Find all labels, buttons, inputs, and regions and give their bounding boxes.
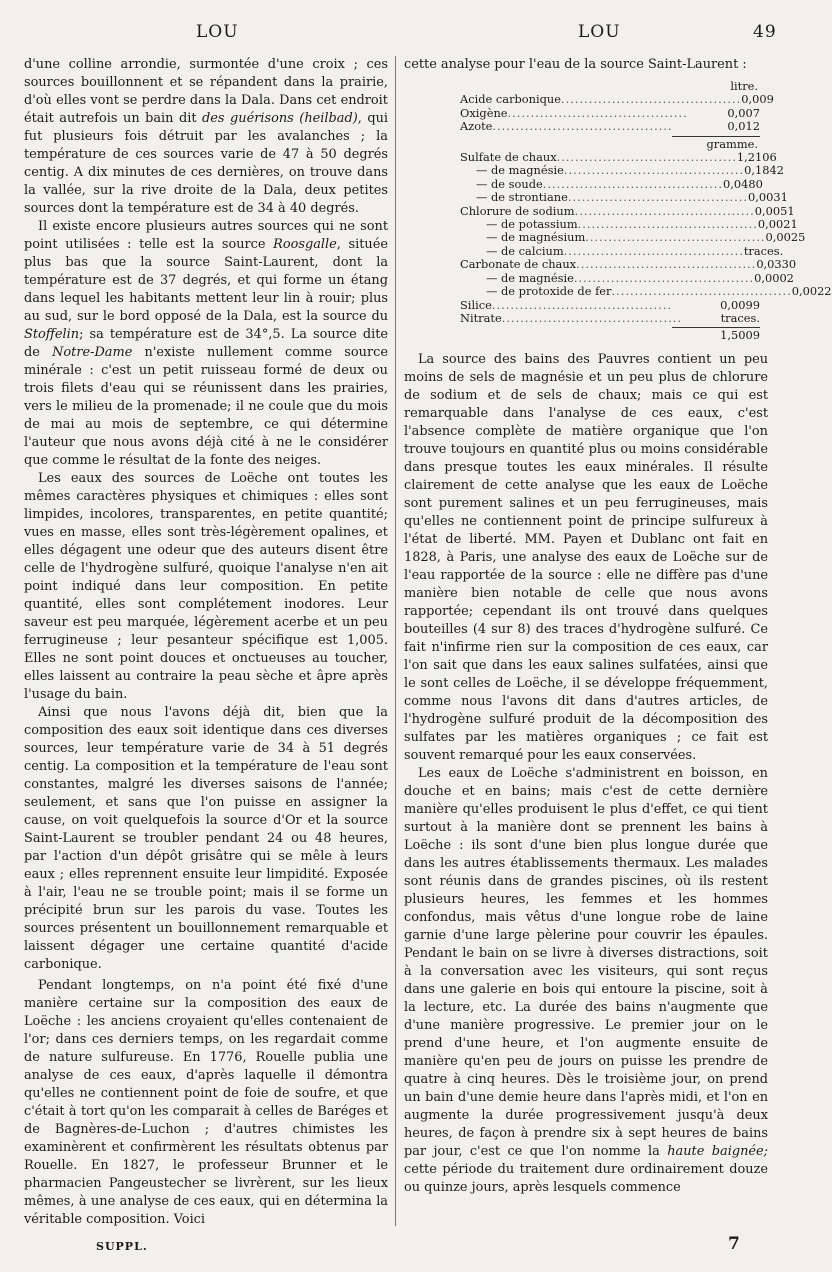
- table-row: [460, 163, 784, 178]
- paragraph: cette analyse pour l'eau de la source Saint-Laurent :: [404, 57, 747, 72]
- table-row-value: 0,0031: [748, 190, 788, 205]
- paragraph: d'une colline arrondie, surmontée d'une croix ; ces sources bouillonnent et se répandent dans la prairie, d'où elles vont se perdre dans la Dala. Dans cet endroit était autrefois un bain dit des guérisons (heilbad), qui fut plusieurs fois détruit par les avalanches ; la température de ces sources varie de 47 à 50 degrés centig. A dix minutes de ces dernières, on trouve dans la vallée, sur la rive droite de la Dala, deux petites sources dont la température est de 34 à 40 degrés.: [24, 57, 389, 216]
- paragraph: Ainsi que nous l'avons déjà dit, bien que la composition des eaux soit identique dans ces diverses sources, leur température varie de 34 à 51 degrés centig. La composition et la température de l'eau sont constantes, malgré les diverses saisons de l'année; seulement, et sans que l'on puisse en assigner la cause, on voit quelquefois la source d'Or et la source Saint-Laurent se troubler pendant 24 ou 48 heures, par l'action d'un dépôt grisâtre qui se mêle à leurs eaux ; elles reprennent ensuite leur limpidité. Exposée à l'air, l'eau ne se trouble point; mais il se forme un précipité brun sur les parois du vase. Toutes les sources présentent un bouillonnement remarquable et laissent dégager une certaine quantité d'acide carbonique.: [24, 705, 388, 972]
- table-row-label: — de magnésie.......................................: [486, 270, 755, 285]
- paragraph: Il existe encore plusieurs autres sources qui ne sont point utilisées : telle est la source Roosgalle, située plus bas que la source Saint-Laurent, dont la température est de 37 degrés, et qui forme un étang dans lequel les habitants mettent leur lin à rouir; plus au sud, sur le bord opposé de la Dala, est la source du Stoffelin; sa température est de 34°,5. La source dite de Notre-Dame n'existe nullement comme source minérale : c'est un petit ruisseau formé de deux ou trois filets d'eau qui se réunissent dans les prairies, vers le milieu de la promenade; il ne coule que du mois de mai au mois de septembre, ce qui détermine l'auteur que nous avons déjà cité à ne le considérer que comme le résultat de la fonte des neiges.: [24, 219, 388, 468]
- table-row: [460, 299, 760, 312]
- table-row-label: Oxigène.......................................: [460, 105, 688, 120]
- table-total-row: [460, 329, 760, 342]
- table-row-value: 0,1842: [744, 163, 784, 178]
- paragraph: La source des bains des Pauvres contient un peu moins de sels de magnésie et un peu plus de chlorure de sodium et de sels de chaux; mais ce qui est remarquable dans l'analyse de ces eaux, c'est l'absence complète de matière organique que l'on trouve toujours en quantité plus ou moins considérable dans presque toutes les eaux minérales. Il résulte clairement de cette analyse que les eaux de Loëche sont purement salines et un peu ferrugineuses, mais qu'elles ne contiennent point de principe sulfureux à l'état de liberté. MM. Payen et Dublanc ont fait en 1828, à Paris, une analyse des eaux de Loëche sur de l'eau rapportée de la source : elle ne diffère pas d'une manière bien notable de celle que nous avons rapportée; cependant ils ont trouvé dans quelques bouteilles (4 sur 8) des traces d'hydrogène sulfuré. Ce fait n'infirme rien sur la composition de ces eaux, car l'on sait que dans les eaux salines sulfatées, ainsi que le sont celles de Loëche, il se développe fréquemment, comme nous l'avons dit dans d'autres articles, de l'hydrogène sulfuré produit de la décomposition des sulfates par les matières organiques ; ce fait est souvent remarqué pour les eaux conservées.: [404, 351, 768, 763]
- table-row: [460, 92, 774, 107]
- table-row-value: 0,0025: [765, 230, 806, 245]
- table-row: [460, 312, 760, 325]
- table-row: [460, 120, 760, 133]
- table-row-label: — de potassium.......................................: [486, 217, 758, 232]
- table-row-value: 0,012: [727, 119, 760, 134]
- table-row-label: — de protoxide de fer.......................................: [486, 284, 792, 299]
- right-column: [404, 56, 832, 1197]
- table-row: [460, 284, 832, 299]
- table-row-value: 0,0021: [757, 217, 798, 232]
- table-row-value: 0,007: [727, 105, 760, 120]
- table-row-value: 0,0330: [756, 257, 797, 272]
- table-row-label: Nitrate.......................................: [460, 310, 682, 325]
- signature-mark: SUPPL.: [96, 1240, 148, 1253]
- paragraph: Les eaux de Loëche s'administrent en boisson, en douche et en bains; mais c'est de cette dernière manière qu'elles produisent le plus d'effet, ce qui tient surtout à la manière dont se prennent les bains à Loëche : ils sont d'une bien plus longue durée que dans les autres établissements thermaux. Les malades sont réunis dans de grandes piscines, où ils restent plusieurs heures, les femmes et les hommes confondus, mais vêtus d'une longue robe de laine garnie d'une large pèlerine pour couvrir les épaules. Pendant le bain on se livre à diverses distractions, soit à la conversation avec les visiteurs, qui sont reçus dans une galerie en bois qui entoure la piscine, soit à la lecture, etc. La durée des bains n'augmente que d'une manière progressive. Le premier jour on le prend d'une heure, et l'on augmente ensuite de manière qu'en peu de jours on puisse les prendre de quatre à cinq heures. Dès le troisième jour, on prend un bain d'une demie heure dans l'après midi, et l'on en augmente la durée progressivement jusqu'à deux heures, de façon à prendre six à sept heures de bains par jour, c'est ce que l'on nomme la haute baignée; cette période du traitement dure ordinairement douze ou quinze jours, après lesquels commence: [404, 765, 768, 1195]
- running-head-center: LOU: [578, 22, 621, 42]
- left-column: [24, 56, 388, 1229]
- table-row: [460, 150, 777, 165]
- table-row: [460, 176, 763, 191]
- table-row-label: Sulfate de chaux.......................................: [460, 150, 737, 165]
- table-row-label: Silice.......................................: [460, 297, 673, 312]
- paragraph: Pendant longtemps, on n'a point été fixé d'une manière certaine sur la composition des eaux de Loëche : les anciens croyaient qu'elles contenaient de l'or; dans ces derniers temps, on les regardait comme de nature sulfureuse. En 1776, Rouelle publia une analyse de ces eaux, d'après laquelle il démontra qu'elles ne contiennent point de foie de soufre, et que c'était à tort qu'on les comparait à celles de Baréges et de Bagnères-de-Luchon ; d'autres chimistes les examinèrent et confirmèrent les résultats obtenus par Rouelle. En 1827, le professeur Brunner et le pharmacien Pangeustecher se livrèrent, sur les lieux mêmes, à une analyse de ces eaux, qui en détermina la véritable composition. Voici: [24, 978, 388, 1227]
- table-row-value: 0,0002: [754, 270, 794, 285]
- table-row-label: — de soude.......................................: [476, 176, 723, 191]
- gathering-number: 7: [728, 1234, 740, 1254]
- table-row: [460, 217, 798, 232]
- table-row: [460, 190, 788, 205]
- unit-gramme: gramme.: [706, 136, 758, 151]
- table-row: [460, 107, 760, 120]
- running-head-left: LOU: [196, 22, 239, 42]
- table-row: [460, 270, 794, 285]
- column-divider: [395, 56, 396, 1226]
- table-row-value: 0,0480: [722, 176, 763, 191]
- table-row-label: — de magnésie.......................................: [476, 163, 745, 178]
- table-row-value: 1,2106: [736, 150, 777, 165]
- table-row-label: Chlorure de sodium.......................................: [460, 203, 755, 218]
- table-row-label: Azote.......................................: [460, 119, 673, 134]
- table-row-value: traces.: [720, 310, 760, 325]
- table-row: [460, 203, 795, 218]
- page-number: 49: [753, 22, 777, 42]
- unit-litre: litre.: [730, 79, 758, 93]
- table-row-value: 0,0099: [720, 297, 760, 312]
- table-total: 1,5009: [720, 328, 760, 343]
- analysis-table: [460, 79, 832, 343]
- table-row: [460, 230, 806, 245]
- table-row: [460, 243, 784, 258]
- table-row: [460, 257, 797, 272]
- table-row-label: — de strontiane.......................................: [476, 190, 749, 205]
- table-row-value: 0,0051: [754, 203, 795, 218]
- paragraph: Les eaux des sources de Loëche ont toutes les mêmes caractères physiques et chimiques : elles sont limpides, incolores, transparentes, en petite quantité; vues en masse, elles sont très-légèrement opalines, et elles dégagent une odeur que des auteurs disent être celle de l'hydrogène sulfuré, quoique l'analyse n'en ait point indiqué dans leur composition. En petite quantité, elles sont complétement inodores. Leur saveur est peu marquée, légèrement acerbe et un peu ferrugineuse ; leur pesanteur spécifique est 1,005. Elles ne sont point douces et onctueuses au toucher, elles laissent au contraire la peau sèche et âpre après l'usage du bain.: [24, 471, 388, 702]
- table-row-label: — de magnésium.......................................: [486, 230, 766, 245]
- table-row-label: — de calcium.......................................: [486, 243, 744, 258]
- table-row-value: 0,009: [741, 92, 774, 107]
- table-row-value: traces.: [743, 243, 784, 258]
- table-row-label: Acide carbonique.......................................: [460, 92, 742, 107]
- table-row-value: 0,0022: [791, 284, 832, 299]
- table-row-label: Carbonate de chaux.......................................: [460, 257, 757, 272]
